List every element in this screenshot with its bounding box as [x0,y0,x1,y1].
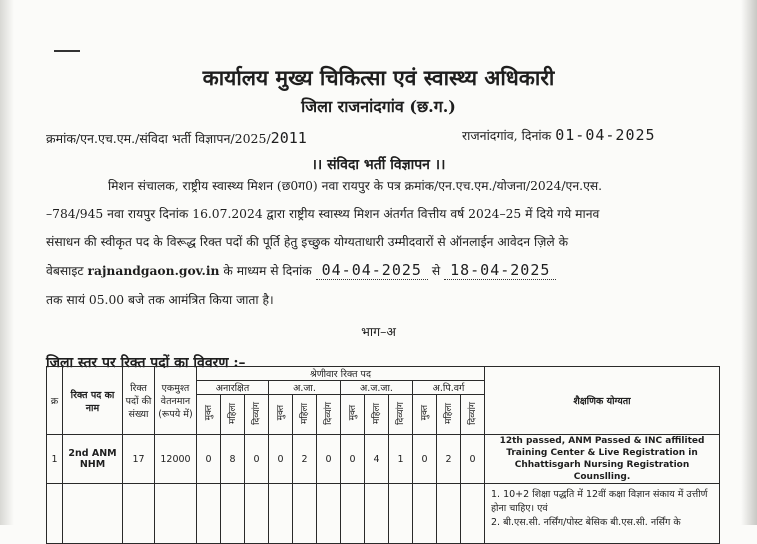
cell-count: 0 [269,435,293,484]
table-row [47,484,720,544]
cell-salary: 12000 [155,435,197,484]
subheader-open: मुक्त [341,395,365,435]
header-unreserved: अनारक्षित [197,381,269,395]
qualification-item: 1. 10+2 शिक्षा पद्धति में 12वीं कक्षा विज्ञान संकाय में उत्तीर्ण होना चाहिए। एवं [491,489,708,514]
cell-count: 1 [389,435,413,484]
subheader-open: मुक्त [413,395,437,435]
header-st: अ.ज.जा. [341,381,413,395]
place-date [462,126,656,144]
place-date-label: राजनांदगांव, दिनांक [462,128,552,143]
body-line-4 [46,256,718,285]
subheader-female: महिला [293,395,317,435]
kramank-number: 2011 [270,129,307,147]
subheader-female: महिला [437,395,461,435]
header-salary: एकमुश्त वेतनमान (रूपये में) [155,367,197,435]
body-line-2: –784/945 नवा रायपुर दिनांक 16.07.2024 द्वारा राष्ट्रीय स्वास्थ्य मिशन अंतर्गत वित्तीय वर्ष 2024–25 में दिये गये मानव [46,207,600,221]
office-title: कार्यालय मुख्य चिकित्सा एवं स्वास्थ्य अधिकारी [202,65,555,90]
table-title: जिला स्तर पर रिक्त पदों का विवरण :– [46,355,246,371]
kramank-prefix: क्रमांक/एन.एच.एम./संविदा भर्ती विज्ञापन/2025/ [46,131,271,146]
cell-count: 4 [365,435,389,484]
subheader-open: मुक्त [197,395,221,435]
cell-count: 0 [413,435,437,484]
cell-count: 0 [245,435,269,484]
header-sno: क्र [47,367,63,435]
website-mid: के माध्यम से दिनांक [223,264,312,278]
subheader-disabled: दिव्यांग [245,395,269,435]
header-sc: अ.जा. [269,381,341,395]
district-title: जिला राजनांदगांव (छ.ग.) [301,97,456,116]
cell-count: 8 [221,435,245,484]
header-qualification: शैक्षणिक योग्यता [485,367,720,435]
header-post: रिक्त पद का नाम [63,367,123,435]
header-obc: अ.पि.वर्ग [413,381,485,395]
subheader-female: महिला [365,395,389,435]
subheader-female: महिला [221,395,245,435]
date-to: से [431,264,441,278]
end-date: 18-04-2025 [444,261,556,280]
cell-qualification-list [485,484,720,544]
cell-count: 0 [197,435,221,484]
header-vacancies: रिक्त पदों की संख्या [123,367,155,435]
cell-count: 2 [437,435,461,484]
header-category-group: श्रेणीवार रिक्त पद [197,367,485,381]
cell-qualification: 12th passed, ANM Passed & INC affilited Training Center & Live Registration in Chhattisgarh Nursing Registration Counslling. [485,435,720,484]
cell-count: 2 [293,435,317,484]
start-date: 04-04-2025 [316,261,428,280]
body-line-5: तक सायं 05.00 बजे तक आमंत्रित किया जाता है। [46,293,274,307]
subheader-open: मुक्त [269,395,293,435]
cell-count: 0 [341,435,365,484]
cell-sno: 1 [47,435,63,484]
part-label: भाग–अ [361,324,396,339]
vacancy-table [46,366,720,544]
body-line-3: संसाधन की स्वीकृत पद के विरूद्ध रिक्त पदों की पूर्ति हेतु इच्छुक योग्यताधारी उम्मीदवारों से ऑनलाईन आवेदन ज़िले के [46,235,569,249]
subheader-disabled: दिव्यांग [461,395,485,435]
cell-count: 0 [461,435,485,484]
scan-mark [54,50,80,52]
table-row [47,435,720,484]
qualification-item: 2. बी.एस.सी. नर्सिंग/पोस्ट बेसिक बी.एस.सी. नर्सिंग के [491,517,681,528]
website-prefix: वेबसाइट [46,264,84,278]
notice-title: ।। संविदा भर्ती विज्ञापन ।। [311,157,446,173]
cell-post: 2nd ANM NHM [63,435,123,484]
cell-vacancies: 17 [123,435,155,484]
reference-number [46,129,307,147]
cell-count: 0 [317,435,341,484]
issue-date: 01-04-2025 [555,126,656,144]
website-link[interactable]: rajnandgaon.gov.in [87,263,220,278]
subheader-disabled: दिव्यांग [317,395,341,435]
body-line-1: मिशन संचालक, राष्ट्रीय स्वास्थ्य मिशन (छ0ग0) नवा रायपुर के पत्र क्रमांक/एन.एच.एम./योजना/2024/एन.एस. [108,179,603,193]
subheader-disabled: दिव्यांग [389,395,413,435]
